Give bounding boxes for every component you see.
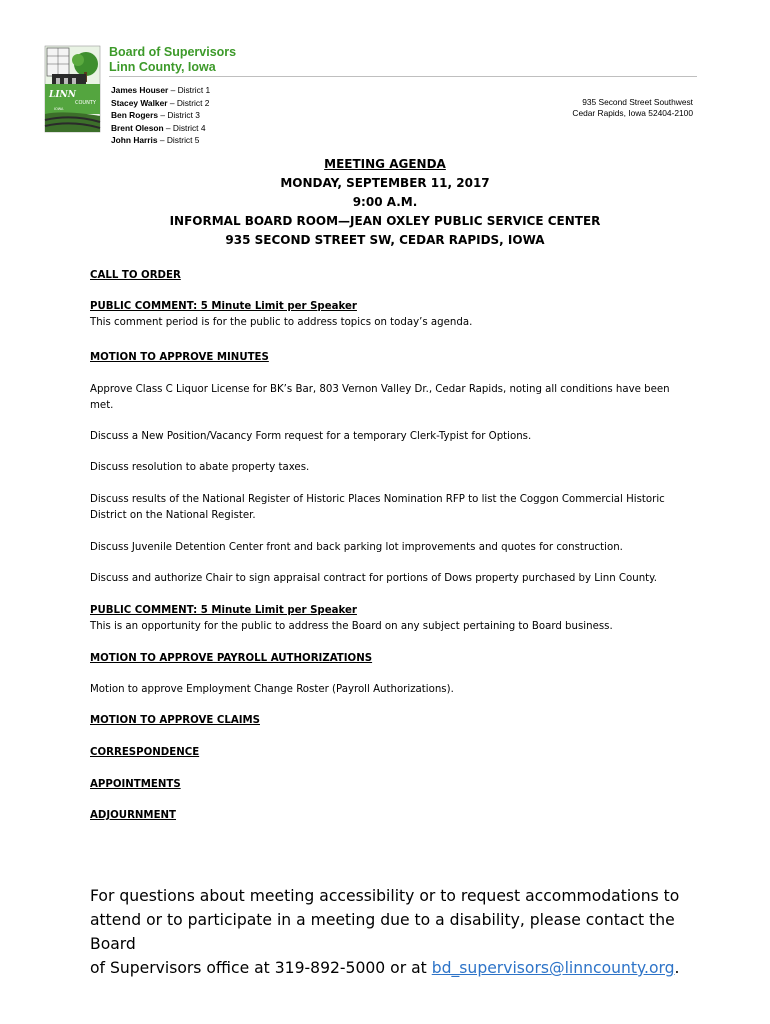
agenda-item-payroll: Motion to approve Employment Change Roster (Payroll Authorizations). <box>90 684 454 695</box>
public-comment-text: This is an opportunity for the public to address the Board on any subject pertaining to Board business. <box>90 621 613 632</box>
public-comment-heading: PUBLIC COMMENT: 5 Minute Limit per Speaker <box>90 301 357 312</box>
agenda-title: MEETING AGENDA <box>324 157 446 171</box>
agenda-item-position-vacancy: Discuss a New Position/Vacancy Form request for a temporary Clerk-Typist for Options. <box>90 431 532 442</box>
agenda-item-text: Approve Class C Liquor License for BK’s Bar, 803 Vernon Valley Dr., Cedar Rapids, noting all conditions have been <box>90 384 670 395</box>
member-name: Brent Oleson <box>111 122 164 133</box>
adjournment-heading: ADJOURNMENT <box>90 810 177 821</box>
logo-text-linn: LINN <box>49 90 76 100</box>
header-divider <box>109 76 697 77</box>
public-comment-section-2 <box>90 603 690 635</box>
public-comment-text: This comment period is for the public to address topics on today’s agenda. <box>90 317 473 328</box>
board-members-list <box>111 84 210 147</box>
accessibility-note-line: attend or to participate in a meeting due to a disability, please contact the Board <box>90 911 675 953</box>
member-name: Ben Rogers <box>111 110 159 121</box>
member-name: James Houser <box>111 85 169 95</box>
agenda-location: INFORMAL BOARD ROOM—JEAN OXLEY PUBLIC SERVICE CENTER <box>169 214 601 228</box>
member-row <box>111 122 210 135</box>
accessibility-note-line: For questions about meeting accessibility or to request accommodations to <box>90 887 680 905</box>
office-address <box>572 97 693 119</box>
agenda-item-liquor-license <box>90 382 690 414</box>
member-row <box>111 109 210 122</box>
linn-county-logo <box>44 44 101 136</box>
contact-email-link[interactable]: bd_supervisors@linncounty.org <box>431 959 675 977</box>
member-row <box>111 134 210 147</box>
correspondence-heading: CORRESPONDENCE <box>90 747 200 758</box>
member-row <box>111 84 210 97</box>
motion-approve-payroll-heading: MOTION TO APPROVE PAYROLL AUTHORIZATIONS <box>90 653 373 664</box>
address-city: Cedar Rapids, Iowa 52404-2100 <box>572 108 693 118</box>
member-district: – District 1 <box>170 85 211 95</box>
member-district: – District 4 <box>165 122 206 133</box>
motion-approve-minutes-heading: MOTION TO APPROVE MINUTES <box>90 352 269 363</box>
member-row <box>111 97 210 110</box>
agenda-item-historic-places <box>90 492 690 524</box>
agenda-address: 935 SECOND STREET SW, CEDAR RAPIDS, IOWA <box>225 233 545 247</box>
address-street: 935 Second Street Southwest <box>582 97 693 107</box>
agenda-item-abate-taxes: Discuss resolution to abate property taxes. <box>90 462 310 473</box>
accessibility-note-line <box>90 956 690 980</box>
logo-text-iowa: IOWA <box>54 107 64 111</box>
agenda-heading <box>0 155 770 250</box>
sentence-end: . <box>674 959 680 977</box>
member-district: – District 3 <box>160 110 200 121</box>
logo-text-county: COUNTY <box>75 100 96 106</box>
motion-approve-claims-heading: MOTION TO APPROVE CLAIMS <box>90 715 260 726</box>
org-title <box>109 45 236 75</box>
member-district: – District 5 <box>159 135 200 146</box>
org-name: Board of Supervisors <box>109 45 237 59</box>
agenda-item-text: Discuss results of the National Register of Historic Places Nomination RFP to list the Coggon Commercial Historic <box>90 494 665 505</box>
public-comment-heading: PUBLIC COMMENT: 5 Minute Limit per Speaker <box>90 605 357 616</box>
agenda-item-text: met. <box>90 400 114 411</box>
contact-phone-text: of Supervisors office at 319-892-5000 or at <box>90 959 432 977</box>
accessibility-note <box>90 884 690 980</box>
agenda-item-appraisal-contract: Discuss and authorize Chair to sign appraisal contract for portions of Dows property purchased by Linn County. <box>90 573 657 584</box>
member-name: John Harris <box>111 135 158 146</box>
org-county: Linn County, Iowa <box>109 60 216 74</box>
public-comment-section-1 <box>90 299 690 331</box>
agenda-date: MONDAY, SEPTEMBER 11, 2017 <box>280 176 490 190</box>
member-name: Stacey Walker <box>111 97 168 108</box>
member-district: – District 2 <box>169 97 210 108</box>
agenda-item-juvenile-parking: Discuss Juvenile Detention Center front and back parking lot improvements and quotes for construction. <box>90 542 623 553</box>
call-to-order-heading: CALL TO ORDER <box>90 270 181 281</box>
agenda-item-text: District on the National Register. <box>90 510 256 521</box>
agenda-time: 9:00 A.M. <box>352 195 418 209</box>
appointments-heading: APPOINTMENTS <box>90 779 181 790</box>
